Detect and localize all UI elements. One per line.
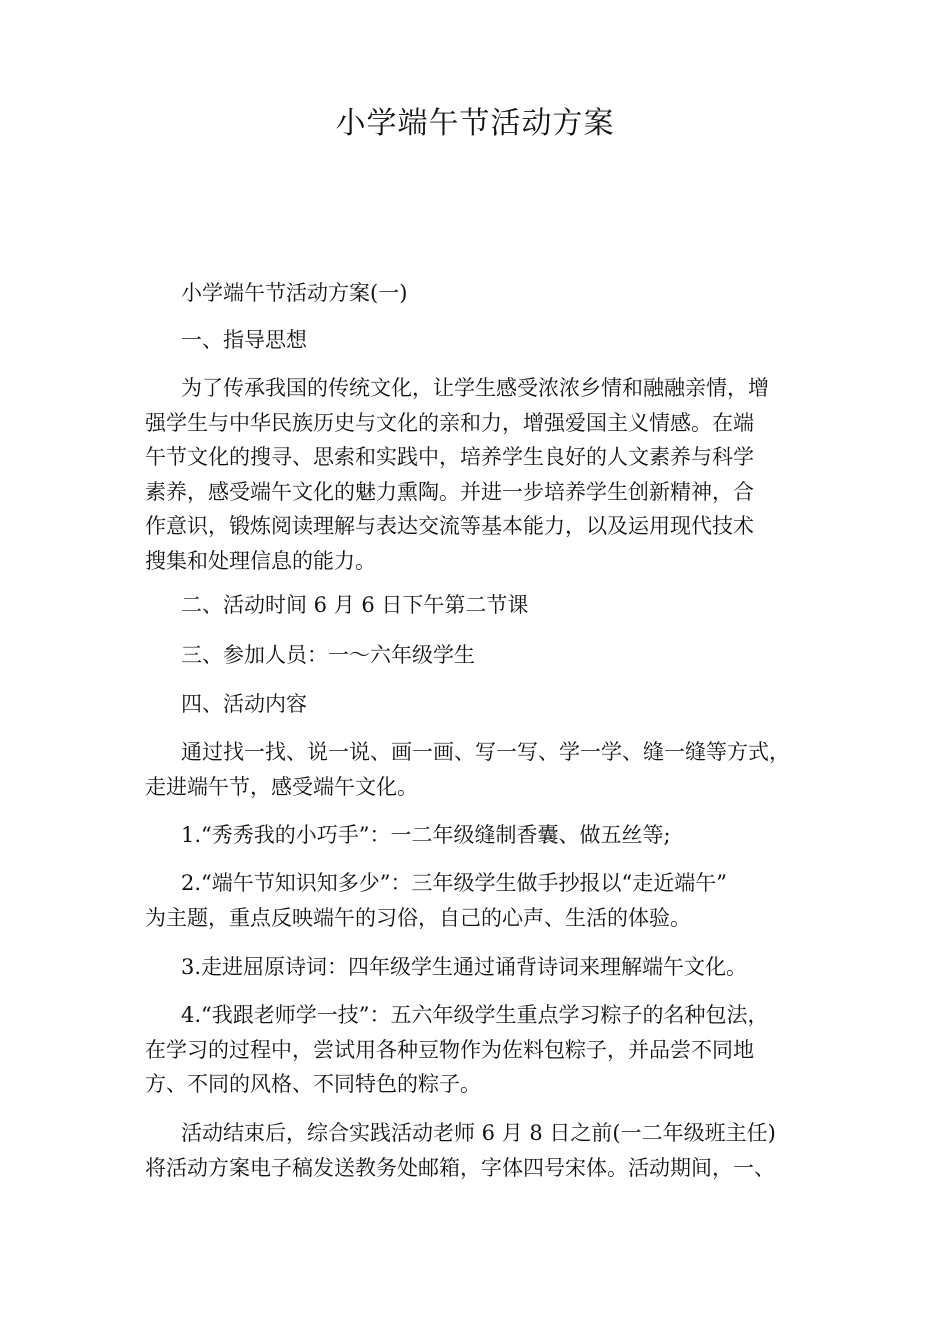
list-item-2 [145, 866, 825, 935]
text-line: 二、活动时间 6 月 6 日下午第二节课 [181, 593, 529, 617]
list-item-3 [145, 950, 825, 985]
text-line: 小学端午节活动方案(一) [181, 281, 408, 305]
document-title: 小学端午节活动方案 [335, 106, 615, 141]
heading-guiding-thought [145, 323, 825, 358]
paragraph-guiding-thought [145, 371, 825, 578]
paragraph-after-activity [145, 1116, 825, 1185]
list-item-4 [145, 998, 825, 1102]
text-line: 一、指导思想 [181, 328, 307, 352]
text-line: 通过找一找、说一说、画一画、写一写、学一学、缝一缝等方式， [181, 740, 790, 764]
list-item-1 [145, 818, 825, 853]
text-line: 为了传承我国的传统文化，让学生感受浓浓乡情和融融亲情，增 [181, 376, 769, 400]
text-line: 将活动方案电子稿发送教务处邮箱，字体四号宋体。活动期间，一、 [145, 1155, 775, 1180]
text-line: 三、参加人员：一～六年级学生 [181, 643, 475, 667]
text-line: 活动结束后，综合实践活动老师 6 月 8 日之前(一二年级班主任) [181, 1121, 776, 1145]
text-line: 为主题，重点反映端午的习俗，自己的心声、生活的体验。 [145, 905, 691, 930]
text-line: 走进端午节，感受端午文化。 [145, 774, 418, 799]
section-subtitle [145, 276, 825, 311]
text-line: 作意识，锻炼阅读理解与表达交流等基本能力，以及运用现代技术 [145, 514, 754, 538]
text-line: 3.走进屈原诗词：四年级学生通过诵背诗词来理解端午文化。 [181, 955, 748, 979]
text-line: 四、活动内容 [181, 692, 307, 716]
text-line: 素养，感受端午文化的魅力熏陶。并进一步培养学生创新精神，合 [145, 479, 754, 504]
heading-activity-content [145, 687, 825, 722]
text-line: 方、不同的风格、不同特色的粽子。 [145, 1072, 481, 1096]
paragraph-activity-content [145, 735, 825, 804]
text-line: 2.“端午节知识知多少”：三年级学生做手抄报以“走近端午” [181, 871, 727, 895]
text-line: 搜集和处理信息的能力。 [145, 548, 376, 573]
text-line: 1.“秀秀我的小巧手”：一二年级缝制香囊、做五丝等; [181, 823, 671, 847]
text-line: 在学习的过程中，尝试用各种豆物作为佐料包粽子，并品尝不同地 [145, 1037, 754, 1062]
paragraph-participants [145, 638, 825, 673]
text-line: 强学生与中华民族历史与文化的亲和力，增强爱国主义情感。在端 [145, 410, 754, 435]
paragraph-activity-time [145, 588, 825, 623]
text-line: 午节文化的搜寻、思索和实践中，培养学生良好的人文素养与科学 [145, 445, 754, 469]
text-line: 4.“我跟老师学一技”：五六年级学生重点学习粽子的名种包法， [181, 1003, 769, 1027]
